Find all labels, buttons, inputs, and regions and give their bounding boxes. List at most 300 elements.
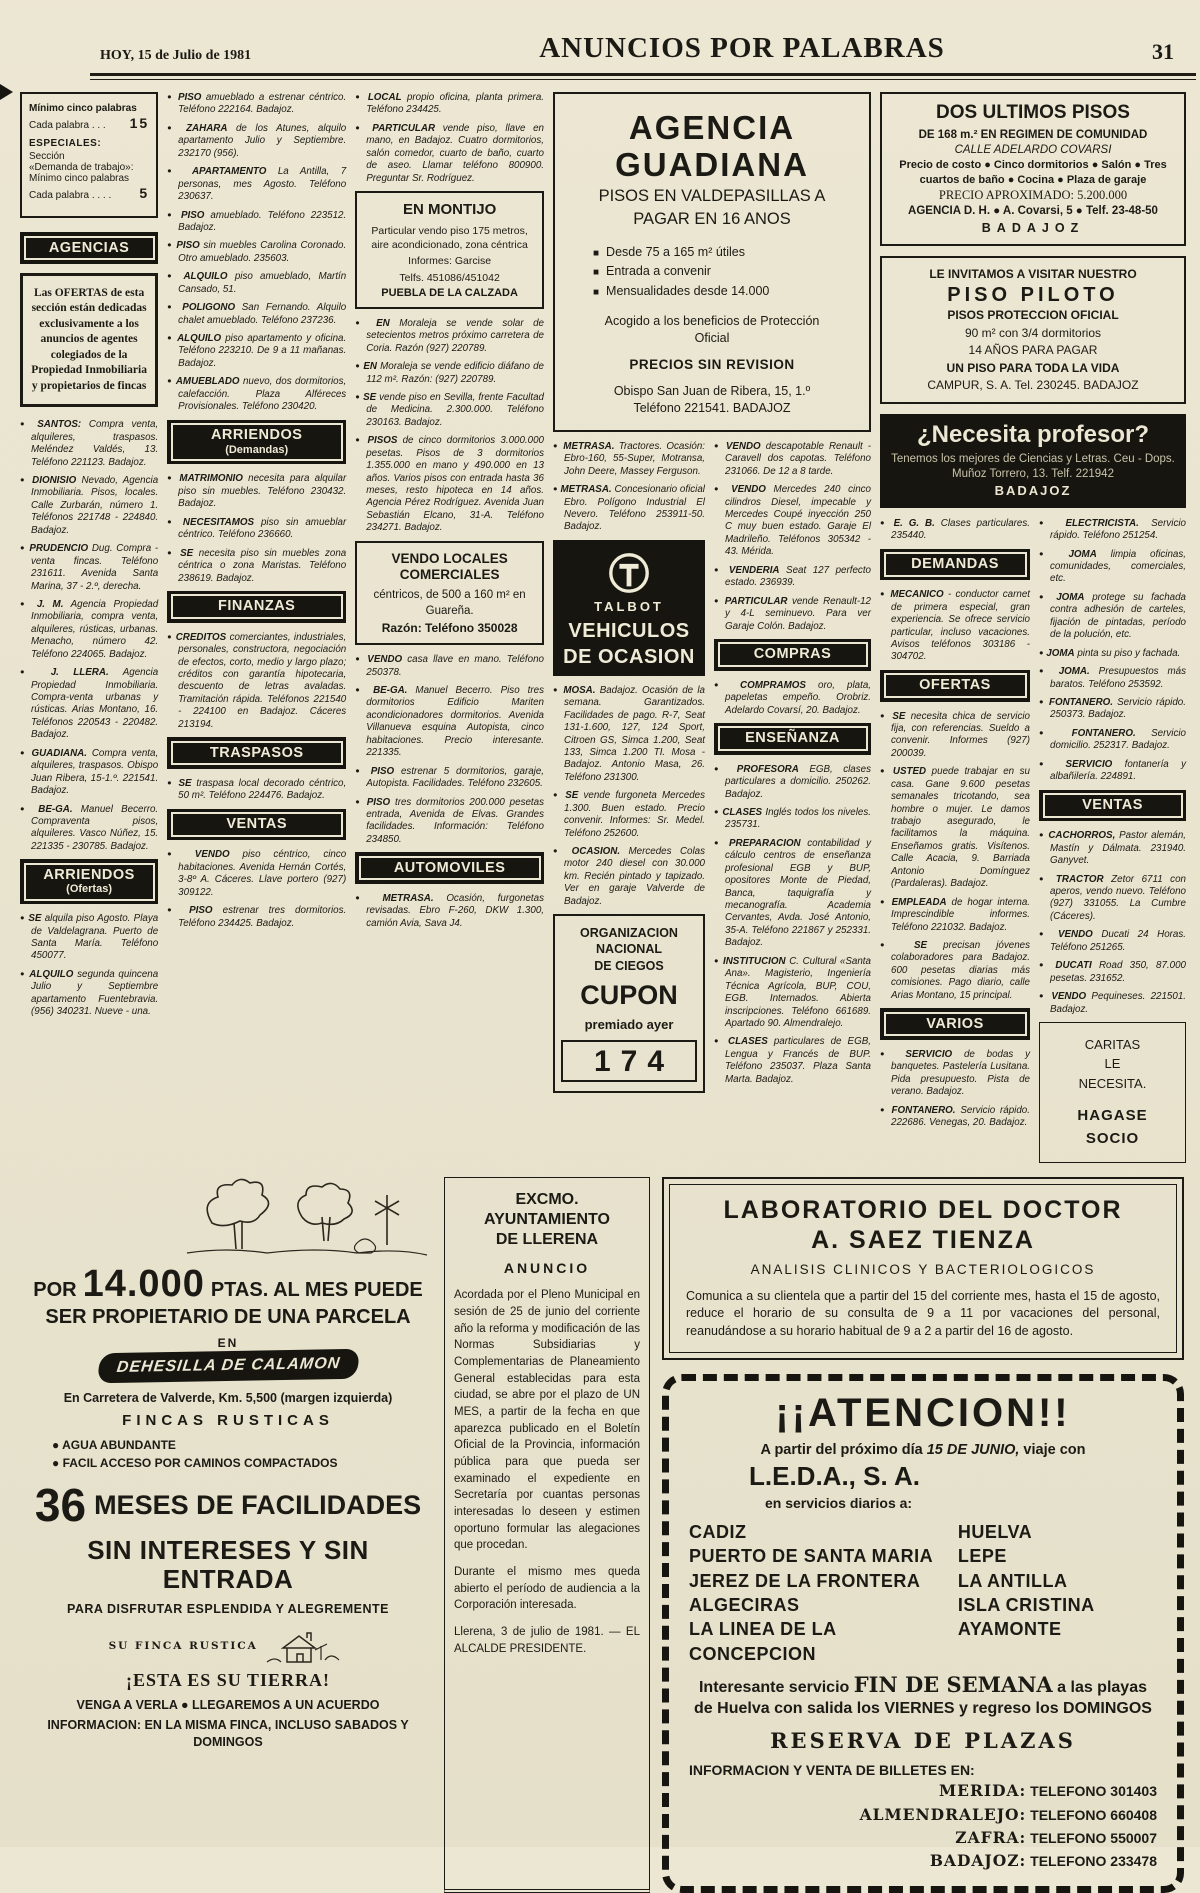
ad-lead: BE-GA. [373, 685, 408, 697]
classified-ad [714, 441, 871, 478]
bullet-icon: ● [20, 968, 26, 978]
ad-lead: PISO [176, 240, 200, 252]
leda-atencion-ad [662, 1374, 1184, 1893]
classified-ad [553, 441, 705, 478]
llerena-paragraph: Durante el mismo mes queda abierto el período de audiencia a la Corporación interesada. [454, 1565, 640, 1612]
ad-lead: ALQUILO [183, 271, 228, 283]
ad-text: Zetor 6711 con aperos, vendo nuevo. Teléfono (927) 331055. La Cumbre (Cáceres). [1050, 873, 1186, 922]
boxed-ad-title: VENDO LOCALES COMERCIALES [391, 550, 508, 582]
classified-ad [167, 123, 346, 160]
classified-ad [20, 475, 158, 537]
rates-value: 15 [129, 115, 150, 131]
parcela-fincas: FINCAS RUSTICAS [122, 1411, 334, 1429]
ad-line: DE 168 m.² EN REGIMEN DE COMUNIDAD [918, 128, 1148, 141]
classified-ad [355, 361, 544, 386]
ad-text: necesita piso sin muebles zona céntrica o zona Maristas. Teléfono 238619. Badajoz. [178, 547, 347, 584]
ad-lead: E. G. B. [893, 517, 935, 529]
classified-ad [355, 797, 544, 847]
ad-lead: PISO [370, 765, 395, 777]
bullet-icon: ● [167, 376, 173, 386]
ad-lead: SE [565, 790, 579, 802]
classified-ad [167, 210, 346, 235]
ad-text: Servicio rápido. 222686. Venegas, 20. Badajoz. [891, 1104, 1030, 1129]
ad-lead: METRASA. [560, 484, 612, 496]
section-header-arriendos [20, 859, 158, 904]
classified-ad [20, 419, 158, 469]
ad-line: BADAJOZ [981, 220, 1085, 235]
ad-line: cuartos de baño ● Cocina ● Plaza de garaje [919, 173, 1147, 186]
dos-ultimos-pisos-ad [880, 92, 1186, 246]
parcela-en: EN [217, 1336, 239, 1351]
ad-lead: METRASA. [563, 440, 615, 452]
classified-ad [553, 790, 705, 840]
classified-ad [880, 711, 1030, 761]
ad-text: estrenar tres dormitorios. Teléfono 234425. Badajoz. [178, 905, 347, 929]
classified-ad [20, 667, 158, 742]
cupon-org-line: ORGANIZACION [580, 926, 678, 941]
bullet-icon: ● [355, 122, 365, 132]
classified-ad [167, 548, 346, 585]
classified-ad [714, 484, 871, 559]
laboratorio-title: LABORATORIO DEL DOCTOR [723, 1196, 1123, 1225]
ad-lead: PISO [366, 796, 391, 808]
ad-lead: ALQUILO [177, 333, 222, 344]
bullet-icon: ● [167, 302, 176, 312]
cupon-org-line: DE CIEGOS [594, 958, 664, 973]
classified-ad [167, 302, 346, 327]
classified-ad [880, 518, 1030, 543]
bullet-icon: ● [167, 166, 181, 176]
ad-line: CAMPUR, S. A. Tel. 230245. BADAJOZ [927, 378, 1139, 392]
parcela-ad [24, 1177, 432, 1893]
section-header-inner [1043, 793, 1183, 818]
rates-line: Mínimo cinco palabras [29, 173, 130, 184]
bullet-icon: ● [880, 1104, 887, 1114]
llerena-title: DE LLERENA [495, 1231, 599, 1249]
bullet-icon: ● [1039, 929, 1050, 939]
guadiana-subtitle: PISOS EN VALDEPASILLAS A [598, 186, 826, 205]
classified-ad [1039, 874, 1186, 924]
classified-ad [355, 123, 544, 185]
ad-text: piso céntrico, cinco habitaciones. Avenida Hernán Cortés, 3-8º A. Cáceres. Llave portero (927) 309122. [178, 849, 347, 898]
section-header-inner [24, 863, 155, 901]
talbot-line: DE OCASION [563, 645, 695, 668]
classified-ad [714, 764, 871, 801]
ad-lead: JOMA. [1058, 666, 1090, 678]
section-header-label: VARIOS [926, 1015, 984, 1032]
atencion-line: en servicios diarios a: [765, 1494, 913, 1511]
cupon-winning-number: 174 [561, 1040, 697, 1082]
classified-ad [1039, 592, 1186, 642]
ad-text: Agencia Propiedad Inmobiliaria. Compra-venta urbanas y rústicas. Arias Montano, 16. Teléfonos 220543 - 220482. Badajoz. [31, 667, 159, 741]
bullet-icon: ● [355, 796, 362, 806]
classified-ad [355, 435, 544, 535]
ad-lead: SE [363, 391, 377, 403]
ad-lead: VENDO [1057, 929, 1093, 941]
ad-text: oro, plata, papeletas empeño. Orobriz. Adelardo Covarsí, 20. Badajoz. [725, 679, 871, 716]
bullet-icon: ● [714, 564, 723, 574]
ad-lead: PISO [189, 905, 213, 917]
bullet-icon: ● [714, 679, 728, 689]
ad-lead: JOMA [1046, 647, 1075, 659]
atencion-title: ¡¡ATENCION!! [775, 1391, 1071, 1436]
section-header-agencias [20, 232, 158, 264]
bottom-section [0, 1163, 1200, 1893]
ad-text: Servicio rápido. Teléfono 251254. [1050, 517, 1186, 542]
ad-lead: SE [892, 710, 906, 722]
classified-ad [714, 956, 871, 1031]
ad-lead: PISO [180, 209, 205, 221]
ad-text: Badajoz. Ocasión de la semana. Garantizados. Facilidades de pago. R-7, Seat 131-1.600, 127, 124 Sport, Citroen GS, Simca 1.200, Seat 133, Simca 1.200 TI. Mosa - Badajoz. Antonio Masa, 26. Teléfono 231300. [564, 684, 705, 783]
ad-lead: LOCAL [367, 92, 402, 103]
parcela-price: 14.000 [82, 1263, 205, 1306]
section-header-ventas [1039, 790, 1186, 822]
section-header-sub: (Ofertas) [66, 883, 112, 896]
classified-ad [167, 905, 346, 930]
talbot-line: VEHICULOS [568, 619, 690, 642]
classified-ad [167, 632, 346, 732]
classified-ad [1039, 830, 1186, 867]
rates-label: Cada palabra . . . [29, 120, 106, 131]
parcela-sin: SIN INTERESES Y SIN ENTRADA [87, 1535, 369, 1594]
bullet-icon: ● [20, 913, 26, 923]
ad-text: San Fernando. Alquilo chalet amueblado. Teléfono 237236. [178, 302, 347, 326]
ad-line: CALLE ADELARDO COVARSI [954, 143, 1112, 156]
classified-ad [167, 240, 346, 265]
ad-text: Moraleja se vende edificio diáfano de 112 m². Razón: (927) 220789. [366, 361, 544, 385]
ad-text: traspasa local decorado céntrico, 50 m². Teléfono 224476. Badajoz. [178, 777, 347, 802]
section-header-inner [171, 594, 343, 619]
ad-title: PISO PILOTO [947, 284, 1119, 307]
ad-text: tres dormitorios 200.000 pesetas entrada, Avenida de Elvas. Grandes facilidades. Información: Teléfono 234850. [366, 796, 544, 845]
section-header-inner [171, 812, 343, 837]
bullet-icon: ● [1039, 960, 1049, 970]
ad-lead: POLIGONO [182, 302, 236, 314]
parcela-road: En Carretera de Valverde, Km. 5,500 (margen izquierda) [63, 1391, 393, 1406]
square-bullet-icon: ■ [593, 267, 600, 279]
ad-text: EGB, clases particulares a domicilio. 250262. Badajoz. [725, 763, 871, 800]
guadiana-bullets [593, 243, 859, 301]
bullet-icon: ● [355, 92, 363, 101]
ad-lead: FONTANERO. [1071, 727, 1136, 739]
ad-text: Dug. Compra - venta fincas. Teléfono 231611. Avenida Santa Marina, 37 - 2.º, derecha. [31, 543, 159, 592]
ad-text: vende piso, llave en mano, en Badajoz. Cuatro dormitorios, salón comedor, cuarto de baño, cuarto de aseo. Llamar teléfono 800900. Preguntar Sr. Rodríguez. [366, 122, 544, 184]
ad-lead: SE [178, 777, 192, 789]
bullet-icon: ● [1039, 548, 1055, 558]
atencion-weekend: Interesante servicio FIN DE SEMANA a las playas de Huelva con salida los VIERNES y regreso los DOMINGOS [694, 1671, 1152, 1718]
boxed-ad-line: Razón: Teléfono 350028 [381, 621, 518, 636]
bullet-icon: ● [1039, 830, 1045, 840]
ad-text: Compra venta, alquileres, traspasos. Meléndez Valdés, 13. Teléfono 221123. Badajoz. [31, 419, 159, 468]
section-header-label: VENTAS [1082, 797, 1143, 814]
ad-text: Servicio domicilio. 252317. Badajoz. [1050, 727, 1186, 752]
ad-text: sin muebles Carolina Coronado. Otro amueblado. 235603. [178, 240, 347, 264]
classified-ad [880, 589, 1030, 664]
ad-lead: COMPRAMOS [740, 679, 806, 691]
guadiana-title: GUADIANA [615, 145, 809, 183]
guadiana-precios: PRECIOS SIN REVISION [629, 356, 795, 372]
boxed-ad-line: céntricos, de 500 a 160 m² en Guareña. [373, 589, 526, 617]
ad-line: PRECIO APROXIMADO: 5.200.000 [938, 188, 1128, 203]
section-header-label: ARRIENDOS [43, 866, 135, 883]
caritas-line: NECESITA. [1078, 1075, 1147, 1091]
classified-ad [355, 685, 544, 760]
ad-text: contabilidad y cálculo centros de enseñanza profesional EGB y BUP, opositores Monte de Piedad, Banca, taquigrafía y mecanografía. Academia Cervantes, Avda. José Antonio, 35-A. Teléfono 221867 y 252331. Badajoz. [725, 837, 871, 949]
ad-lead: CLASES [728, 1036, 768, 1048]
classifieds-column-5 [714, 441, 871, 1092]
classifieds-column-3 [355, 92, 544, 936]
section-header-inner [884, 552, 1027, 577]
ad-lead: DUCATI [1055, 960, 1092, 972]
ad-line: 90 m² con 3/4 dormitorios [964, 325, 1102, 340]
ad-text: Mercedes Colas motor 240 diesel con 30.000 km. Recién pintado y tapizado. Ver en garaje Valverde de Badajoz. [564, 846, 705, 907]
section-header-traspasos [167, 737, 346, 769]
piso-piloto-ad [880, 256, 1186, 404]
ad-lead: METRASA. [382, 892, 434, 904]
parcela-headline: POR 14.000 PTAS. AL MES PUEDE [33, 1263, 423, 1306]
atencion-line: A partir del próximo día 15 DE JUNIO, viaje con [760, 1442, 1086, 1459]
classified-ad [714, 596, 871, 633]
ad-text: limpia oficinas, comunidades, comerciales, etc. [1050, 548, 1186, 585]
bullet-icon: ● [553, 684, 560, 694]
guadiana-title: AGENCIA [628, 109, 796, 146]
classified-ad [1039, 666, 1186, 691]
bullet-icon: ● [1039, 758, 1054, 768]
ad-lead: EN [376, 317, 390, 329]
bullet-icon: ● [167, 849, 182, 859]
section-header-varios [880, 1008, 1030, 1040]
section-header-inner [171, 741, 343, 766]
bullet-icon: ● [1039, 666, 1050, 676]
guadiana-bullet: Entrada a convenir [606, 264, 711, 279]
classified-ad [167, 333, 346, 370]
ad-text: de hogar interna. Imprescindible informes. Teléfono 221032. Badajoz. [891, 896, 1030, 933]
ad-lead: VENDO [1051, 991, 1087, 1003]
masthead [0, 0, 1200, 67]
ad-lead: PISOS [367, 435, 398, 447]
ad-text: Clases particulares. 235440. [891, 517, 1030, 542]
bullet-icon: ● [167, 271, 177, 281]
section-header-inner [884, 1012, 1027, 1037]
ad-line: BADAJOZ [994, 482, 1072, 498]
bullet-icon: ● [1039, 591, 1049, 601]
ad-text: Nevado, Agencia Inmobiliaria. Pisos, locales. Calle Zurbarán, número 1. Teléfonos 221748 - 224840. Badajoz. [31, 475, 159, 536]
bullet-icon: ● [1039, 991, 1047, 1001]
ad-lead: MOSA. [563, 684, 596, 696]
city-item: AYAMONTE [957, 1619, 1062, 1640]
classified-ad [167, 271, 346, 296]
cupon-org-line: NACIONAL [596, 942, 662, 957]
office-line: BADAJOZ: TELEFONO 233478 [929, 1851, 1157, 1871]
section-header-label: TRASPASOS [209, 744, 304, 761]
atencion-info: INFORMACION Y VENTA DE BILLETES EN: [689, 1762, 975, 1779]
classified-ad [714, 565, 871, 590]
classified-ad [167, 376, 346, 413]
ad-text: piso apartamento y oficina. Teléfono 223210. De 9 a 11 mañanas. Badajoz. [178, 333, 347, 369]
ad-text: estrenar 5 dormitorios, garaje, Autopista. Facilidades. Teléfono 232605. [366, 765, 545, 790]
rates-line [29, 116, 149, 131]
bullet-icon: ● [52, 1456, 63, 1471]
ad-text: alquila piso Agosto. Playa de Valdelagrana. Puerto de Santa María. Teléfono 450077. [31, 913, 159, 962]
bullet-icon: ● [714, 955, 720, 965]
bullet-icon: ● [1039, 517, 1054, 527]
rates-line: Sección [29, 151, 65, 162]
bullet-icon: ● [20, 747, 27, 757]
ad-lead: EMPLEADA [891, 896, 947, 908]
bullet-icon: ● [167, 516, 176, 526]
bullet-icon: ● [355, 317, 367, 327]
rates-value: 5 [139, 185, 150, 201]
ad-lead: ALQUILO [29, 968, 74, 980]
agencias-note-box: Las OFERTAS de esta sección están dedicadas exclusivamente a los anuncios de agentes colegiados de la Propiedad Inmobiliaria y propietarios de fincas [20, 273, 158, 408]
ad-lead: USTED [892, 766, 927, 778]
ad-line: Precio de costo ● Cinco dormitorios ● Salón ● Tres [899, 158, 1167, 171]
cupon-subtitle: premiado ayer [584, 1016, 674, 1032]
bullet-icon: ● [714, 806, 720, 816]
section-header-label: DEMANDAS [911, 556, 999, 573]
ad-lead: VENDO [725, 440, 761, 452]
ad-lead: AMUEBLADO [175, 376, 240, 388]
ad-text: piso amueblado, Martín Cansado, 51. [178, 271, 347, 295]
classified-ad [355, 92, 544, 117]
parcela-venga: VENGA A VERLA ● LLEGAREMOS A UN ACUERDO [76, 1698, 380, 1713]
ad-text: propio oficina, planta primera. Teléfono 234425. [366, 92, 544, 116]
section-header-ofertas [880, 670, 1030, 702]
section-header-arriendos [167, 420, 346, 465]
city-item: LEPE [957, 1546, 1007, 1567]
ad-text: Concesionario oficial Ebro. Polígono Industrial El Nevero. Teléfono 253911-50. Badajoz. [564, 484, 705, 533]
ad-lead: SERVICIO [1065, 758, 1113, 770]
trees-sketch [182, 1177, 432, 1263]
ad-text: Agencia Propiedad Inmobiliaria, compra venta, alquileres, rústicas, urbanas. Menacho, número 42. Teléfono 224065. Badajoz. [31, 598, 159, 660]
classified-ad [1039, 991, 1186, 1016]
ad-lead: J. LLERA. [50, 667, 109, 679]
rates-line: «Demanda de trabajo»: [29, 162, 134, 173]
bullet-icon: ● [167, 333, 174, 342]
classifieds-middle-group [553, 92, 871, 1102]
rates-label: Cada palabra . . . . [29, 190, 112, 201]
classified-ad [355, 318, 544, 355]
classified-ad [355, 654, 544, 679]
classified-ad [1039, 929, 1186, 954]
bullet-icon: ● [1039, 647, 1044, 657]
ad-lead: JOMA [1068, 548, 1097, 560]
laboratorio-body: Comunica a su clientela que a partir del 15 del corriente mes, hasta el 15 de agosto, reduce el horario de su consulta de 9 a 11 por vacaciones del personal, reanudándose a su horario habitual de 9 a 2 a partir del 16 de agosto. [686, 1288, 1160, 1338]
bullet-icon: ● [553, 846, 564, 856]
bullet-icon: ● [714, 837, 723, 847]
classified-ad [880, 766, 1030, 890]
ad-lead: JOMA [1056, 591, 1085, 603]
bullet-icon: ● [355, 391, 361, 401]
section-header-inner [24, 236, 155, 261]
ad-text: particulares de EGB, Lengua y Francés de BUP. Teléfono 235037. Plaza Santa Marta. Badajoz. [725, 1036, 871, 1085]
section-header-label: AUTOMOVILES [393, 859, 506, 876]
classified-ad [714, 838, 871, 950]
ad-text: Seat 127 perfecto estado. 236939. [725, 564, 871, 589]
ad-lead: FONTANERO. [891, 1104, 956, 1116]
rates-box [20, 92, 158, 218]
ad-text: Ducati 24 Horas. Teléfono 251265. [1050, 929, 1186, 953]
ad-lead: MECANICO [890, 589, 944, 601]
ad-text: casa llave en mano. Teléfono 250378. [366, 654, 544, 678]
llerena-title: EXCMO. [515, 1191, 579, 1209]
bullet-icon: ● [355, 361, 361, 371]
ad-text: Moraleja se vende solar de setecientos metros próximo carretera de Coria. Razón (927) 220789. [366, 317, 544, 354]
ad-text: de cinco dormitorios 3.000.000 pesetas. Pisos de 3 dormitorios 1.355.000 en mano y 490.000 en 13 años. Varios pisos con entrada hasta 36 meses, resto hipoteca en 14 años. Agencia Pérez Rodríguez. Avenida Juan Sebastián Elcano, 31-A. Teléfono 234271. Badajoz. [366, 435, 544, 534]
classified-ad [1039, 518, 1186, 543]
bullet-icon: ● [880, 710, 888, 720]
classified-ad [1039, 648, 1186, 660]
caritas-line: SOCIO [1085, 1129, 1140, 1147]
ad-lead: SE [180, 547, 194, 559]
bullet-icon: ● [714, 595, 721, 605]
ad-lead: MATRIMONIO [179, 473, 243, 485]
agencia-guadiana-ad [553, 92, 871, 432]
atencion-reserva: RESERVA DE PLAZAS [770, 1728, 1076, 1754]
ad-lead: SANTOS: [37, 419, 82, 431]
ad-lead: PREPARACION [728, 837, 801, 849]
bullet-icon: ● [167, 209, 175, 219]
classified-ad [167, 849, 346, 899]
classifieds-column-6 [880, 518, 1030, 1136]
bullet-icon: ● [20, 543, 26, 553]
city-item: ISLA CRISTINA [957, 1595, 1095, 1615]
ad-text: Pequineses. 221501. Badajoz. [1050, 991, 1186, 1015]
classified-ad [714, 807, 871, 832]
boxed-ad-line: Informes: Garcise [408, 255, 492, 268]
ad-text: de los Atunes, alquilo apartamento Julio y Septiembre. 232170 (956). [178, 122, 347, 159]
ad-lead: VENDO [194, 849, 230, 861]
ad-lead: CACHORROS, [1048, 830, 1116, 842]
ad-lead: OCASION. [571, 846, 621, 858]
ad-text: amueblado a estrenar céntrico. Teléfono 222164. Badajoz. [178, 92, 347, 116]
bullet-icon: ● [880, 896, 887, 906]
ad-lead: BE-GA. [38, 803, 73, 815]
ad-text: puede trabajar en su casa. Gane 9.600 pesetas semanales tricotando, sea hombre o mujer. Le damos trabajo asegurado, le facilitamos la máquina. Enseñamos gratis. Visítenos. Calle Acacia, 9. Barriada Antonio Domínguez (Pardaleras). Badajoz. [891, 766, 1030, 890]
city-item: CADIZ [689, 1522, 747, 1543]
bullet-icon: ● [167, 777, 174, 787]
ad-lead: SE [28, 913, 42, 925]
paper-date: HOY, 15 de Julio de 1981 [100, 48, 252, 63]
laboratorio-subtitle: ANALISIS CLINICOS Y BACTERIOLOGICOS [750, 1262, 1096, 1278]
bullet-icon: ● [167, 547, 175, 557]
classified-ad [553, 484, 705, 534]
parcela-line: PARA DISFRUTAR ESPLENDIDA Y ALEGREMENTE [66, 1602, 390, 1617]
bullet-icon: ● [1039, 873, 1049, 883]
ad-lead: DIONISIO [32, 475, 77, 487]
once-cupon-ad [553, 914, 705, 1093]
boxed-ad-line: Telfs. 451086/451042 [399, 271, 500, 284]
bullet-icon: ● [880, 1048, 894, 1058]
section-header-label: COMPRAS [753, 646, 832, 663]
bullet-icon: ● [714, 440, 721, 450]
city-item: PUERTO DE SANTA MARIA [689, 1546, 934, 1567]
talbot-vehiculos-ad [553, 540, 705, 676]
bullet-icon: ● [553, 790, 561, 800]
classified-ad [20, 543, 158, 593]
house-sketch [263, 1626, 347, 1666]
section-header-label: FINANZAS [218, 598, 296, 615]
ad-text: necesita chica de servicio fija, con referencias. Sueldo a convenir. Informes (927) 200039. [891, 710, 1030, 759]
masthead-rule [90, 73, 1196, 80]
ad-line: 14 AÑOS PARA PAGAR [968, 343, 1098, 358]
city-item: LA ANTILLA [957, 1570, 1068, 1591]
city-item: HUELVA [957, 1522, 1033, 1543]
ad-lead: PRUDENCIO [29, 543, 89, 555]
ad-text: comerciantes, industriales, personales, constructora, negociación de efectos, corto, medio y largo plazo; créditos con garantía hipotecaria, descuento de letras avaladas. Tramitación rápida. Teléfonos 221540 - 224100 en Badajoz. Cáceres 213194. [178, 631, 347, 730]
laboratorio-ad [662, 1177, 1184, 1360]
classified-ad [553, 685, 705, 785]
